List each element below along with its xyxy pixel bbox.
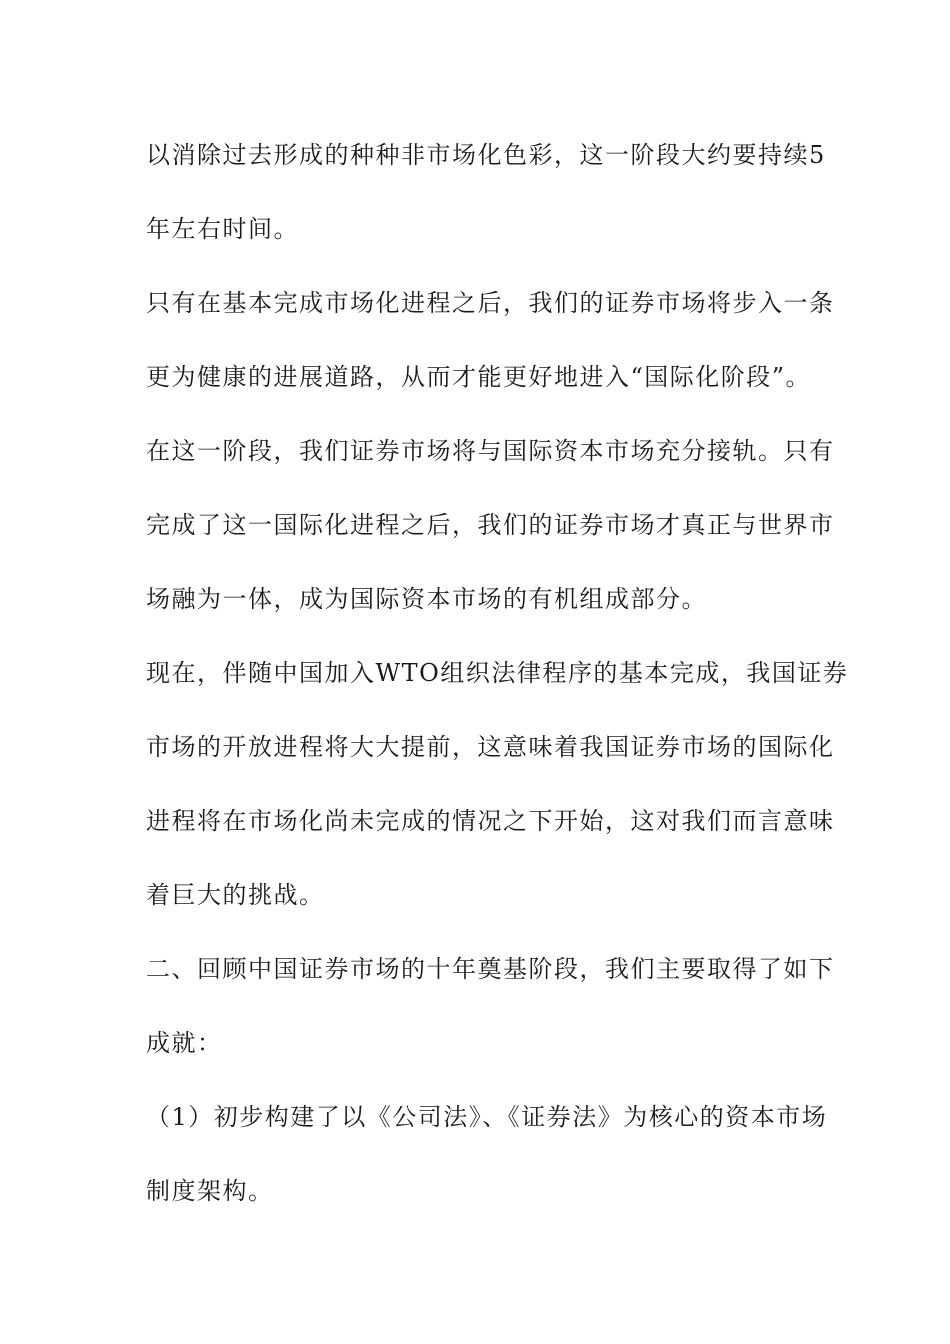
text-line: 完成了这一国际化进程之后，我们的证券市场才真正与世界市 — [146, 511, 835, 539]
text-line: 着巨大的挑战。 — [146, 881, 325, 909]
text-line: 只有在基本完成市场化进程之后，我们的证券市场将步入一条 — [146, 289, 835, 317]
text-line: 制度架构。 — [146, 1177, 274, 1205]
text-line: 现在，伴随中国加入WTO组织法律程序的基本完成，我国证券 — [146, 659, 849, 687]
text-line: 年左右时间。 — [146, 215, 299, 243]
text-line: 以消除过去形成的种种非市场化色彩，这一阶段大约要持续5 — [146, 141, 826, 169]
text-line: 场融为一体，成为国际资本市场的有机组成部分。 — [146, 585, 707, 613]
text-line: 进程将在市场化尚未完成的情况之下开始，这对我们而言意味 — [146, 807, 835, 835]
text-line: （1）初步构建了以《公司法》、《证券法》为核心的资本市场 — [146, 1103, 828, 1131]
text-line: 更为健康的进展道路，从而才能更好地进入“国际化阶段”。 — [146, 363, 812, 391]
text-line: 在这一阶段，我们证券市场将与国际资本市场充分接轨。只有 — [146, 437, 835, 465]
text-line: 二、回顾中国证券市场的十年奠基阶段，我们主要取得了如下 — [146, 955, 835, 983]
text-line: 市场的开放进程将大大提前，这意味着我国证券市场的国际化 — [146, 733, 835, 761]
text-line: 成就： — [146, 1029, 223, 1057]
